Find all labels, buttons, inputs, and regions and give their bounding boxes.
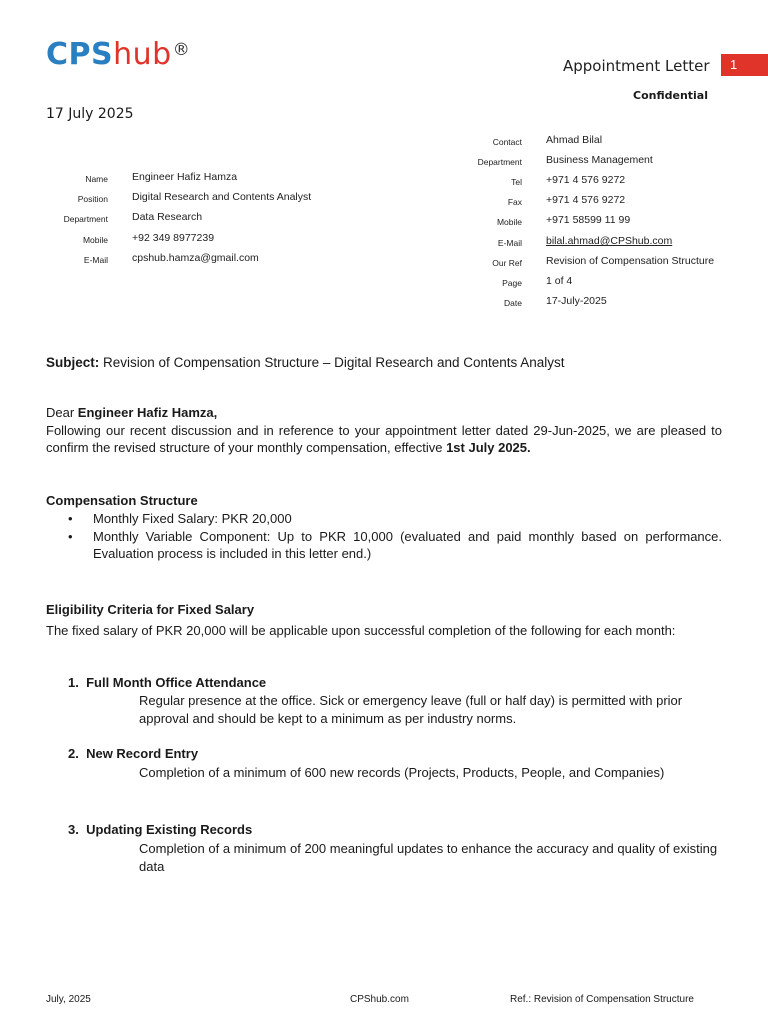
intro-effective-date: 1st July 2025. xyxy=(446,440,531,455)
greeting-name: Engineer Hafiz Hamza xyxy=(77,405,214,420)
sender-email-label: E-Mail xyxy=(497,238,522,248)
confidential-label: Confidential xyxy=(633,89,709,102)
footer-reference: Ref.: Revision of Compensation Structure xyxy=(510,994,694,1005)
page-number-badge: 1 xyxy=(721,54,768,76)
recipient-mobile-label: Mobile xyxy=(82,235,108,245)
bullet-icon: • xyxy=(68,529,73,544)
criteria-1-heading xyxy=(68,675,266,690)
sender-contact-label: Contact xyxy=(492,137,522,147)
criteria-number: 1. xyxy=(68,675,79,690)
logo-accent-text: hub xyxy=(113,37,172,72)
document-title: Appointment Letter xyxy=(563,57,710,75)
recipient-email-value: cpshub.hamza@gmail.com xyxy=(132,252,259,264)
greeting xyxy=(46,404,722,421)
criteria-1-body: Regular presence at the office. Sick or emergency leave (full or half day) is permitted with prior approval and should be kept to a minimum as per industry norms. xyxy=(139,693,683,726)
subject-line xyxy=(46,355,565,370)
compensation-item-text: Monthly Variable Component: Up to PKR 10,000 (evaluated and paid monthly based on performance. Evaluation process is included in this letter end.) xyxy=(93,529,722,561)
registered-mark: ® xyxy=(172,40,191,60)
criteria-number: 2. xyxy=(68,746,79,761)
criteria-title: New Record Entry xyxy=(86,746,199,761)
list-item xyxy=(46,510,722,527)
sender-page-label: Page xyxy=(502,278,522,288)
sender-department-label: Department xyxy=(477,157,522,167)
recipient-email-label: E-Mail xyxy=(83,255,108,265)
logo-main-text: CPS xyxy=(46,37,114,72)
sender-tel-label: Tel xyxy=(511,177,522,187)
sender-fax-label: Fax xyxy=(507,197,522,207)
footer-date: July, 2025 xyxy=(46,994,91,1005)
criteria-3-heading xyxy=(68,822,252,837)
recipient-position-label: Position xyxy=(77,194,108,204)
sender-fax-value: +971 4 576 9272 xyxy=(546,194,626,206)
sender-tel-value: +971 4 576 9272 xyxy=(546,174,626,186)
sender-department-value: Business Management xyxy=(546,154,653,166)
criteria-title: Full Month Office Attendance xyxy=(86,675,267,690)
criteria-2-heading xyxy=(68,746,198,761)
compensation-item-text: Monthly Fixed Salary: PKR 20,000 xyxy=(93,511,292,526)
letter-date: 17 July 2025 xyxy=(46,106,134,122)
subject-text: Revision of Compensation Structure – Digital Research and Contents Analyst xyxy=(103,355,565,370)
sender-date-value: 17-July-2025 xyxy=(546,295,607,307)
sender-ref-value: Revision of Compensation Structure xyxy=(546,255,715,267)
greeting-prefix: Dear xyxy=(46,405,78,420)
recipient-department-value: Data Research xyxy=(132,211,203,223)
intro-text: Following our recent discussion and in reference to your appointment letter dated 29-Jun-2025, we are pleased to confirm the revised structure of your monthly compensation, effective xyxy=(46,423,722,455)
intro-paragraph xyxy=(46,422,722,456)
compensation-heading: Compensation Structure xyxy=(46,493,198,508)
compensation-list xyxy=(46,510,722,562)
sender-email-link[interactable]: bilal.ahmad@CPShub.com xyxy=(546,235,673,247)
eligibility-intro: The fixed salary of PKR 20,000 will be applicable upon successful completion of the following for each month: xyxy=(46,623,676,638)
criteria-title: Updating Existing Records xyxy=(86,822,253,837)
recipient-position-value: Digital Research and Contents Analyst xyxy=(132,191,312,203)
recipient-name-label: Name xyxy=(85,174,108,184)
recipient-department-label: Department xyxy=(63,214,108,224)
sender-mobile-label: Mobile xyxy=(496,217,522,227)
criteria-2-body: Completion of a minimum of 600 new records (Projects, Products, People, and Companies) xyxy=(139,765,665,780)
criteria-number: 3. xyxy=(68,822,79,837)
recipient-name-value: Engineer Hafiz Hamza xyxy=(132,171,238,183)
sender-mobile-value: +971 58599 11 99 xyxy=(546,214,631,226)
sender-date-label: Date xyxy=(504,298,522,308)
company-logo xyxy=(46,37,191,72)
sender-contact-value: Ahmad Bilal xyxy=(546,134,603,146)
list-item xyxy=(46,528,722,562)
sender-ref-label: Our Ref xyxy=(492,258,522,268)
bullet-icon: • xyxy=(68,511,73,526)
greeting-suffix: , xyxy=(213,405,218,420)
footer-website: CPShub.com xyxy=(350,994,409,1005)
recipient-mobile-value: +92 349 8977239 xyxy=(132,232,215,244)
subject-label: Subject: xyxy=(46,355,100,370)
eligibility-heading: Eligibility Criteria for Fixed Salary xyxy=(46,602,255,617)
criteria-3-body: Completion of a minimum of 200 meaningful updates to enhance the accuracy and quality of existing data xyxy=(139,841,718,874)
sender-page-value: 1 of 4 xyxy=(546,275,573,287)
